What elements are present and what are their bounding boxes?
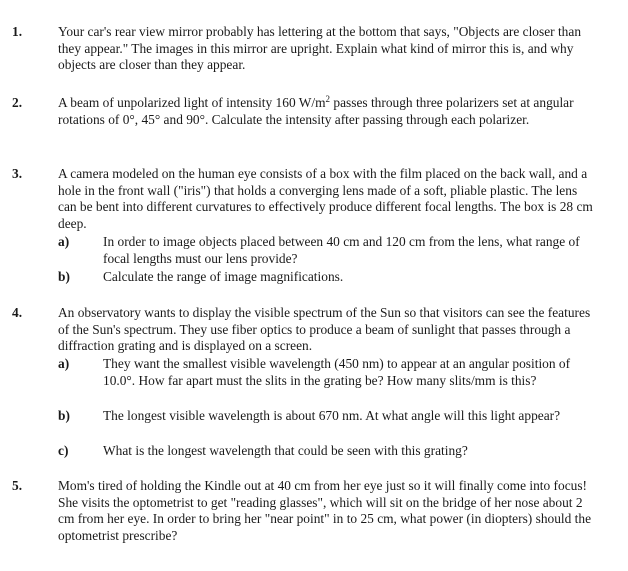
part-text: Calculate the range of image magnifications.	[103, 269, 344, 284]
question-number: 1.	[12, 24, 23, 39]
question-number: 3.	[12, 166, 23, 181]
part-text: They want the smallest visible wavelength (450 nm) to appear at an angular position of 10.0°. How far apart must the slits in the grating be? How many slits/mm is this?	[103, 356, 571, 388]
part-label: c)	[58, 443, 69, 458]
question-text: An observatory wants to display the visible spectrum of the Sun so that visitors can see the features of the Sun's spectrum. They use fiber optics to produce a beam of sunlight that passes through a diffraction grating and is displayed on a screen.	[58, 305, 591, 354]
question-text	[58, 95, 598, 128]
question-text: A camera modeled on the human eye consists of a box with the film placed on the back wall, and a hole in the front wall ("iris") that holds a converging lens made of a soft, pliable plastic. The lens can be bent into different curvatures to effectively produce different focal lengths. The box is 28 cm deep.	[58, 166, 593, 231]
part-label: a)	[58, 234, 70, 249]
question-number: 5.	[12, 478, 23, 493]
part-label: b)	[58, 269, 70, 284]
question-text: Mom's tired of holding the Kindle out at 40 cm from her eye just so it will finally come into focus! She visits the optometrist to get "reading glasses", which will sit on the bridge of her nose about 2 cm from her eye. In order to bring her "near point" in to 25 cm, what power (in diopters) should the optometrist prescribe?	[58, 478, 592, 543]
part-text: The longest visible wavelength is about 670 nm. At what angle will this light appear?	[103, 408, 561, 423]
part-text: In order to image objects placed between 40 cm and 120 cm from the lens, what range of focal lengths must our lens provide?	[103, 234, 580, 266]
question-text: Your car's rear view mirror probably has lettering at the bottom that says, "Objects are closer than they appear." The images in this mirror are upright. Explain what kind of mirror this is, and why objects are closer than they appear.	[58, 24, 582, 73]
question-number: 4.	[12, 305, 23, 320]
question-text-part: A beam of unpolarized light of intensity 160 W/m	[58, 95, 326, 110]
question-text-part: passes through three polarizers set at angular rotations of 0°, 45° and 90°. Calculate the intensity after passing through each polarizer.	[58, 95, 574, 127]
part-text: What is the longest wavelength that could be seen with this grating?	[103, 443, 468, 458]
part-label: b)	[58, 408, 70, 423]
part-label: a)	[58, 356, 70, 371]
question-number: 2.	[12, 95, 23, 110]
superscript: 2	[325, 94, 331, 104]
